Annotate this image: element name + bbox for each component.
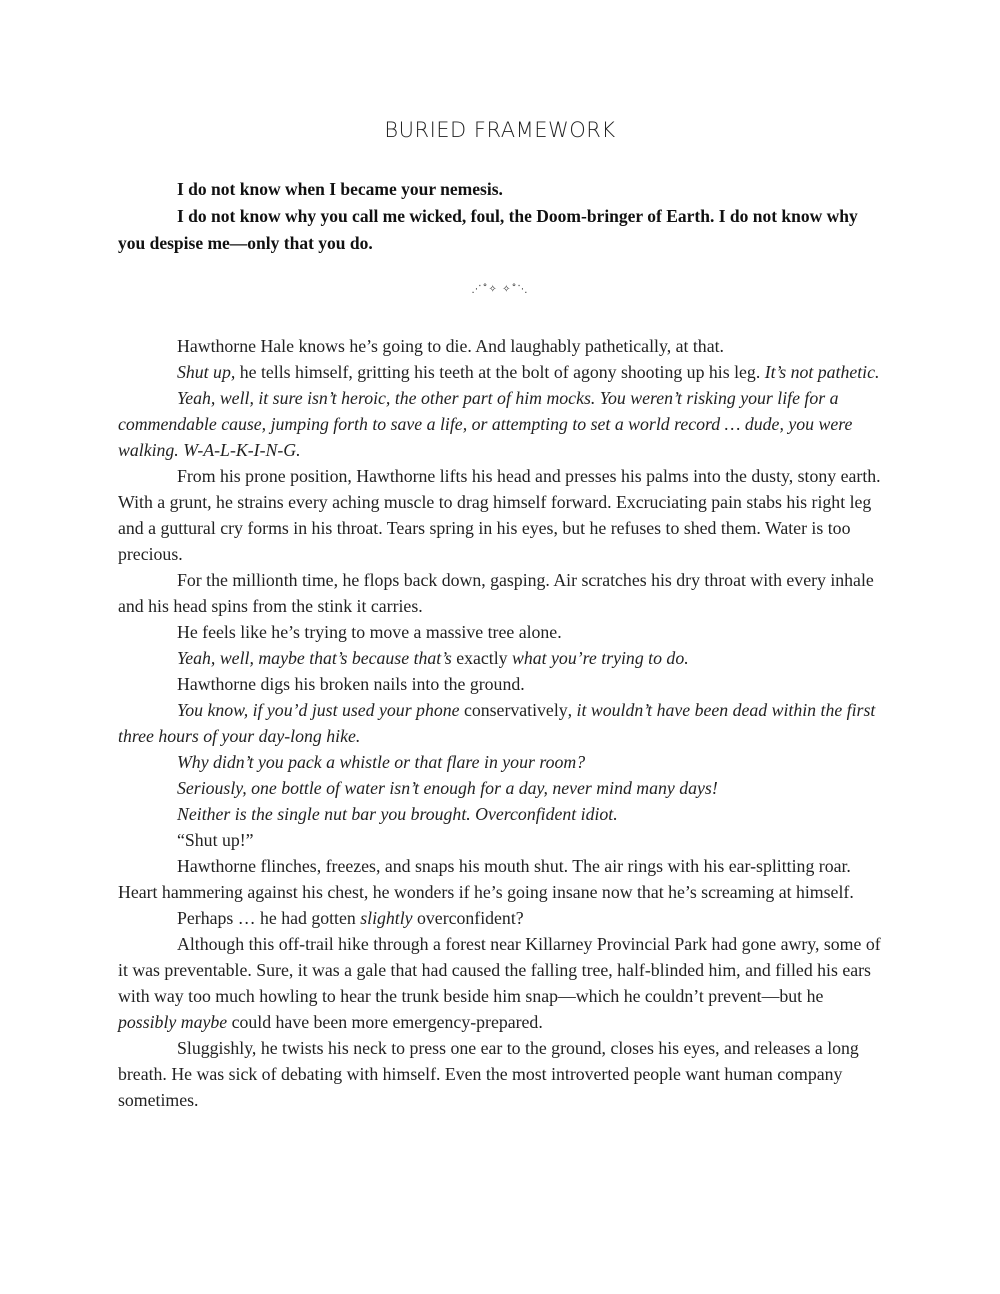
epigraph-line: I do not know when I became your nemesis. [177,179,503,199]
body-paragraph [118,1035,884,1113]
text-run: Perhaps … he had gotten [177,908,361,928]
text-run: he tells himself, gritting his teeth at the bolt of agony shooting up his leg. [235,362,765,382]
italic-run: Neither is the single nut bar you brought. Overconfident idiot. [177,804,618,824]
italic-run: possibly maybe [118,1012,228,1032]
body-paragraph [118,385,884,463]
body-paragraph [118,775,884,801]
epigraph [118,176,882,257]
body-paragraph [118,905,884,931]
body-paragraph [118,671,884,697]
body-paragraph [118,801,884,827]
italic-run: , it wouldn’t have been dead within the first three hours of your day-long hike. [118,700,876,746]
italic-run: Why didn’t you pack a whistle or that flare in your room? [177,752,586,772]
text-run: could have been more emergency-prepared. [227,1012,543,1032]
body-paragraph [118,697,884,749]
text-run: Hawthorne digs his broken nails into the ground. [177,674,525,694]
italic-run: slightly [360,908,413,928]
body-paragraph [118,853,884,905]
text-run: Sluggishly, he twists his neck to press one ear to the ground, closes his eyes, and releases a long breath. He was sick of debating with himself. Even the most introverted people want human company sometimes. [118,1038,859,1110]
italic-run: It’s not pathetic. [764,362,880,382]
text-run: overconfident? [412,908,524,928]
body-paragraph [118,749,884,775]
text-run: For the millionth time, he flops back down, gasping. Air scratches his dry throat with every inhale and his head spins from the stink it carries. [118,570,874,616]
body-paragraph [118,645,884,671]
italic-run: Seriously, one bottle of water isn’t enough for a day, never mind many days! [177,778,718,798]
body-paragraph [118,827,884,853]
body-paragraph [118,931,884,1035]
italic-run: Yeah, well, maybe that’s because that’s [177,648,452,668]
epigraph-line: I do not know why you call me wicked, foul, the Doom-bringer of Earth. I do not know why you despise me—only that you do. [118,206,858,253]
text-run: Hawthorne flinches, freezes, and snaps his mouth shut. The air rings with his ear-splitting roar. Heart hammering against his chest, he wonders if he’s going insane now that he’s screaming at himself. [118,856,854,902]
body-paragraph [118,359,884,385]
body-paragraph [118,619,884,645]
scene-divider-ornament: ⋰˚✧ ✧˚⋱ [471,284,529,295]
body-paragraph [118,463,884,567]
italic-run: what you’re trying to do. [512,648,689,668]
text-run: “Shut up!” [177,830,254,850]
text-run: From his prone position, Hawthorne lifts his head and presses his palms into the dusty, stony earth. With a grunt, he strains every aching muscle to drag himself forward. Excruciating pain stabs his right leg and a guttural cry forms in his throat. Tears spring in his eyes, but he refuses to shed them. Water is too precious. [118,466,881,564]
italic-run: Shut up, [177,362,236,382]
body-paragraph [118,567,884,619]
text-run: Hawthorne Hale knows he’s going to die. And laughably pathetically, at that. [177,336,724,356]
text-run: conservatively [459,700,568,720]
body-paragraph [118,333,884,359]
chapter-title: BURIED FRAMEWORK [384,118,616,142]
text-run: Although this off-trail hike through a forest near Killarney Provincial Park had gone awry, some of it was preventable. Sure, it was a gale that had caused the falling tree, half-blinded him, and filled his ears with way too much howling to hear the trunk beside him snap—which he couldn’t prevent—but he [118,934,881,1006]
italic-run: Yeah, well, it sure isn’t heroic, the other part of him mocks. You weren’t risking your life for a commendable cause, jumping forth to save a life, or attempting to set a world record … dude, you were walking. W-A-L-K-I-N-G. [118,388,853,460]
body-text [118,333,884,1113]
text-run: exactly [451,648,513,668]
text-run: He feels like he’s trying to move a massive tree alone. [177,622,562,642]
italic-run: You know, if you’d just used your phone [177,700,460,720]
